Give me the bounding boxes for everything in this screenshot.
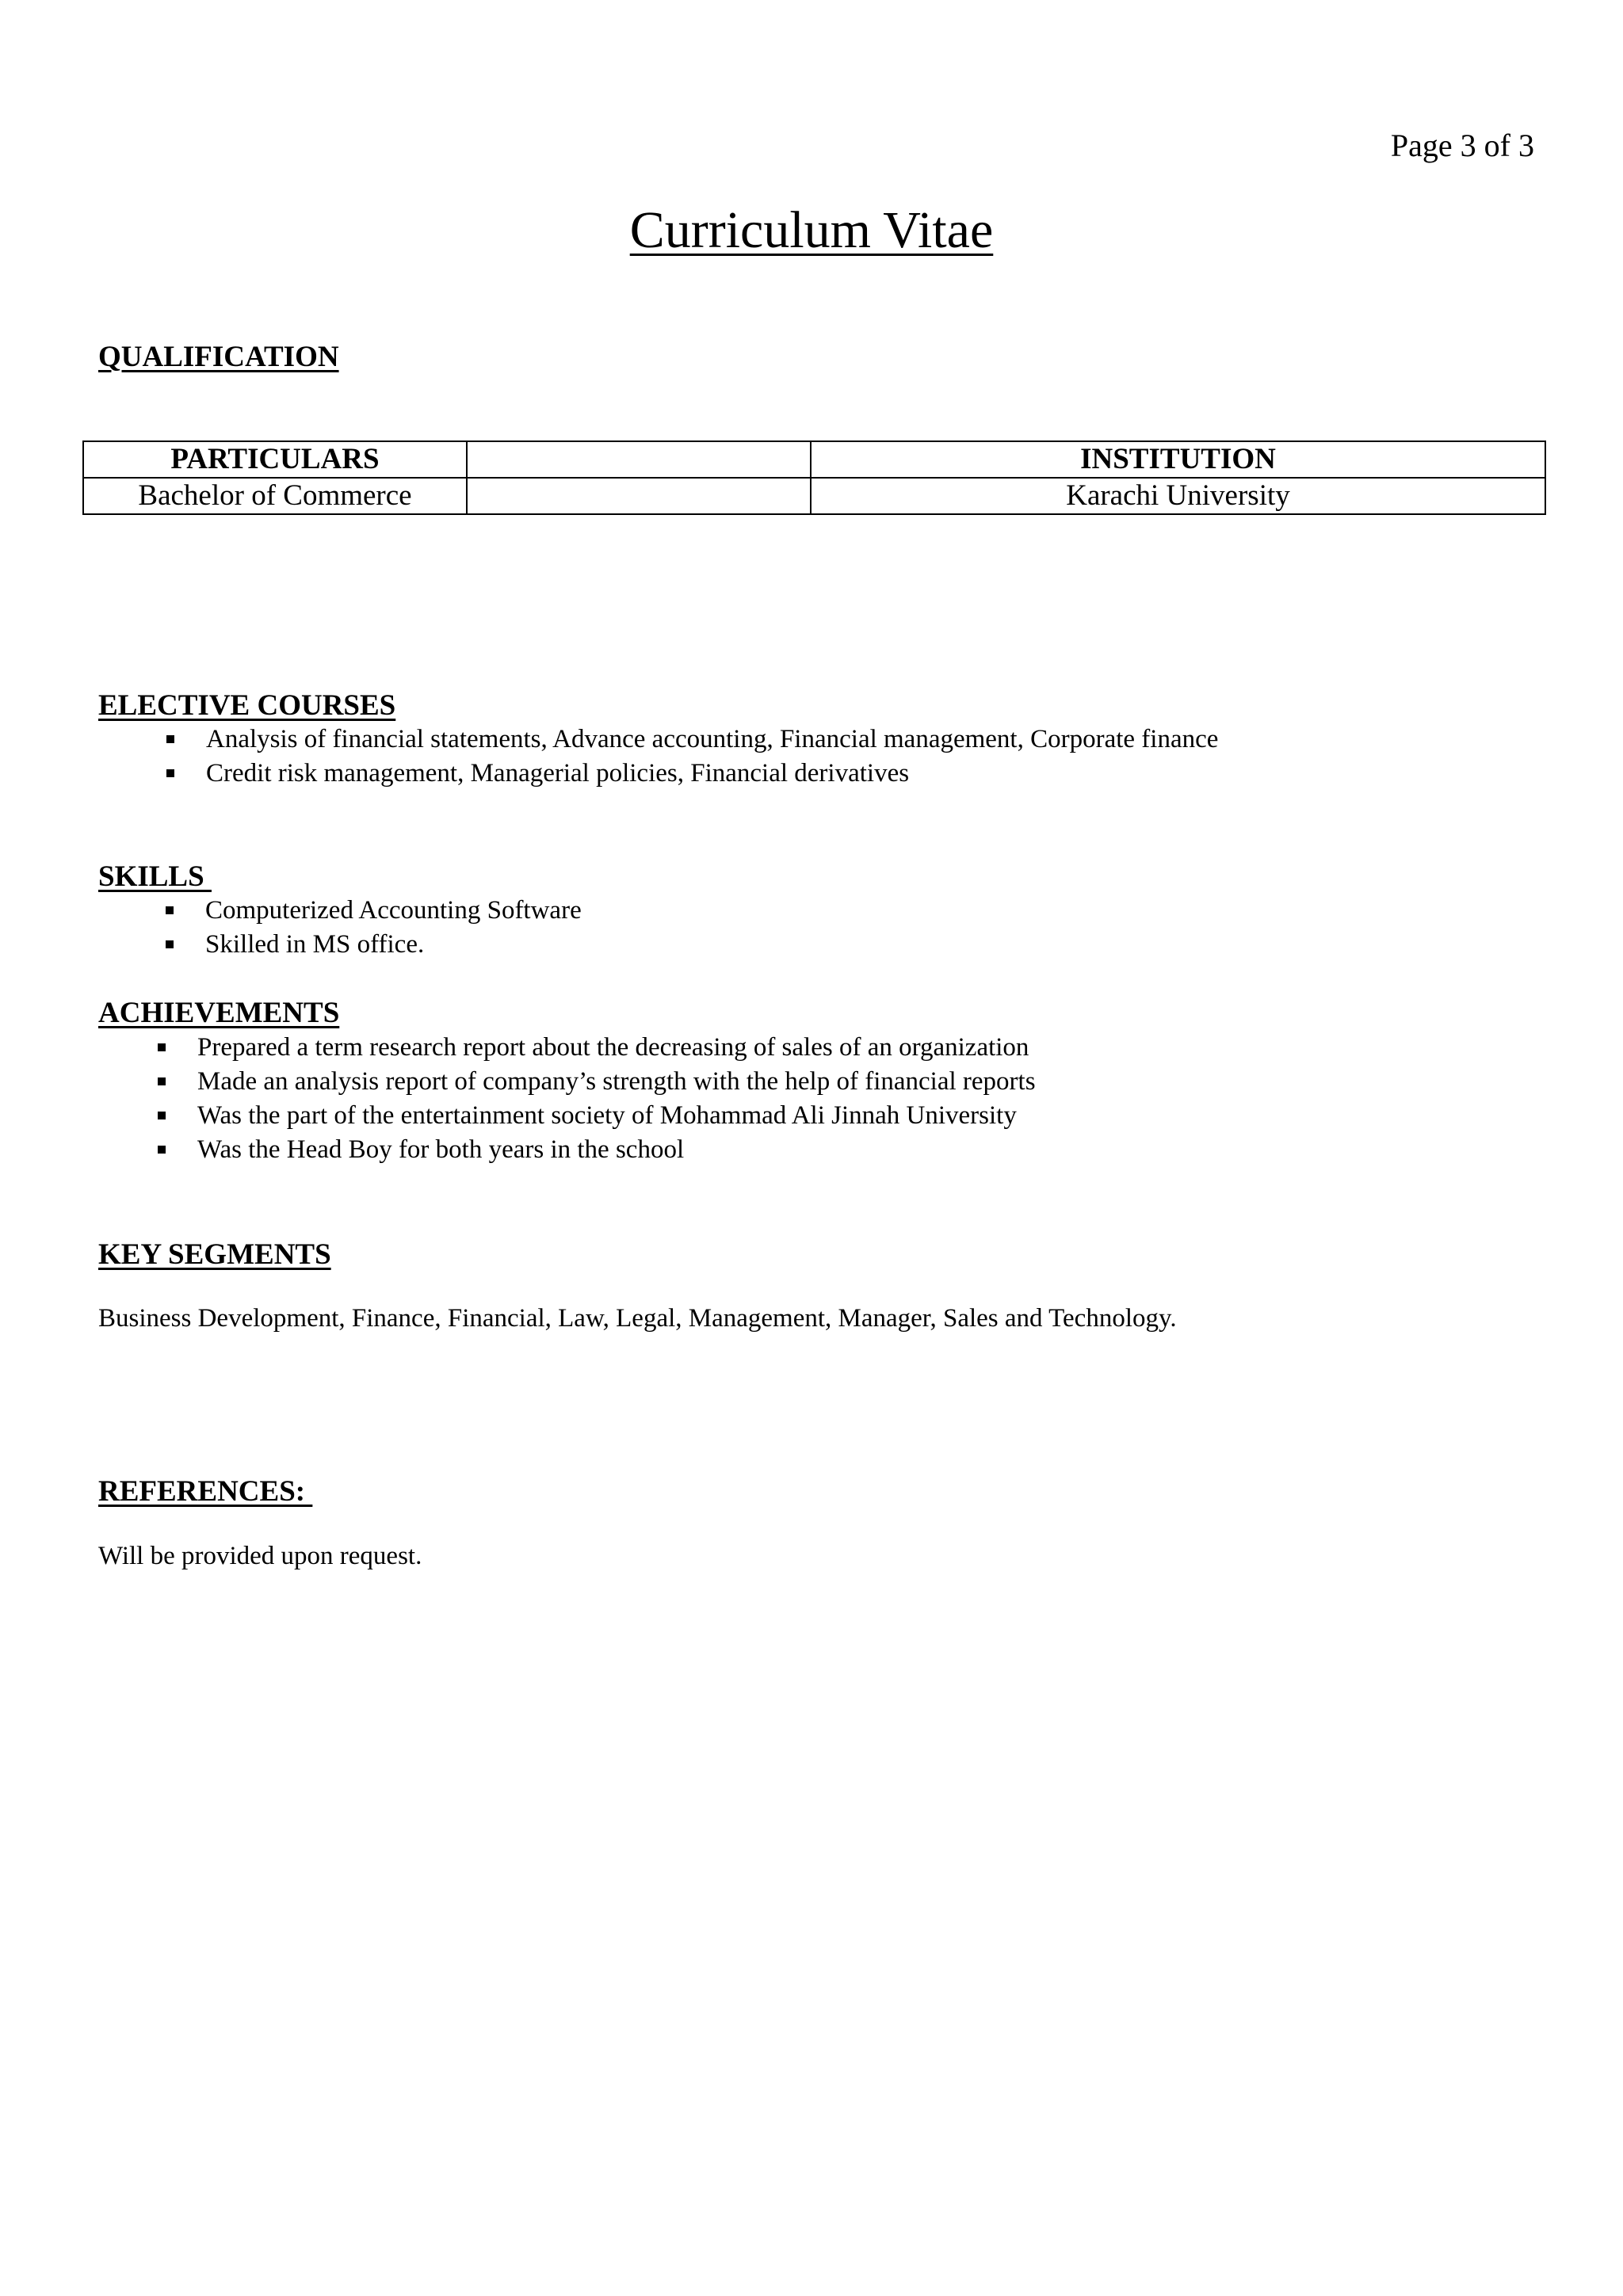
list-item: Credit risk management, Managerial policies, Financial derivatives	[206, 757, 1218, 791]
qualification-table	[82, 441, 1546, 515]
column-header-particulars: PARTICULARS	[83, 441, 467, 478]
list-item: Prepared a term research report about the decreasing of sales of an organization	[197, 1031, 1036, 1065]
qualification-heading: QUALIFICATION	[98, 341, 339, 373]
list-item: Was the Head Boy for both years in the school	[197, 1133, 1036, 1167]
cell-institution: Karachi University	[811, 478, 1545, 514]
elective-courses-list	[206, 723, 1218, 791]
achievements-list	[197, 1031, 1036, 1167]
column-header-blank	[467, 441, 811, 478]
square-bullet-icon	[166, 906, 174, 914]
square-bullet-icon	[166, 735, 174, 743]
page-number: Page 3 of 3	[1390, 128, 1534, 163]
elective-courses-heading: ELECTIVE COURSES	[98, 689, 396, 722]
key-segments-text: Business Development, Finance, Financial, Law, Legal, Management, Manager, Sales and Technology.	[98, 1304, 1177, 1333]
cell-blank	[467, 478, 811, 514]
square-bullet-icon	[158, 1043, 166, 1051]
references-text: Will be provided upon request.	[98, 1542, 422, 1570]
square-bullet-icon	[158, 1112, 166, 1119]
list-item: Computerized Accounting Software	[205, 894, 582, 928]
table-header-row	[83, 441, 1545, 478]
list-item: Analysis of financial statements, Advance accounting, Financial management, Corporate finance	[206, 723, 1218, 757]
square-bullet-icon	[158, 1146, 166, 1154]
list-item: Was the part of the entertainment society of Mohammad Ali Jinnah University	[197, 1099, 1036, 1133]
square-bullet-icon	[166, 940, 174, 948]
square-bullet-icon	[166, 769, 174, 777]
list-item: Made an analysis report of company’s strength with the help of financial reports	[197, 1065, 1036, 1099]
cell-particulars: Bachelor of Commerce	[83, 478, 467, 514]
skills-list	[205, 894, 582, 962]
column-header-institution: INSTITUTION	[811, 441, 1545, 478]
skills-heading: SKILLS	[98, 860, 212, 893]
table-row	[83, 478, 1545, 514]
document-title: Curriculum Vitae	[629, 201, 994, 259]
square-bullet-icon	[158, 1077, 166, 1085]
key-segments-heading: KEY SEGMENTS	[98, 1238, 331, 1271]
list-item: Skilled in MS office.	[205, 928, 582, 962]
achievements-heading: ACHIEVEMENTS	[98, 997, 340, 1029]
references-heading: REFERENCES:	[98, 1475, 313, 1508]
